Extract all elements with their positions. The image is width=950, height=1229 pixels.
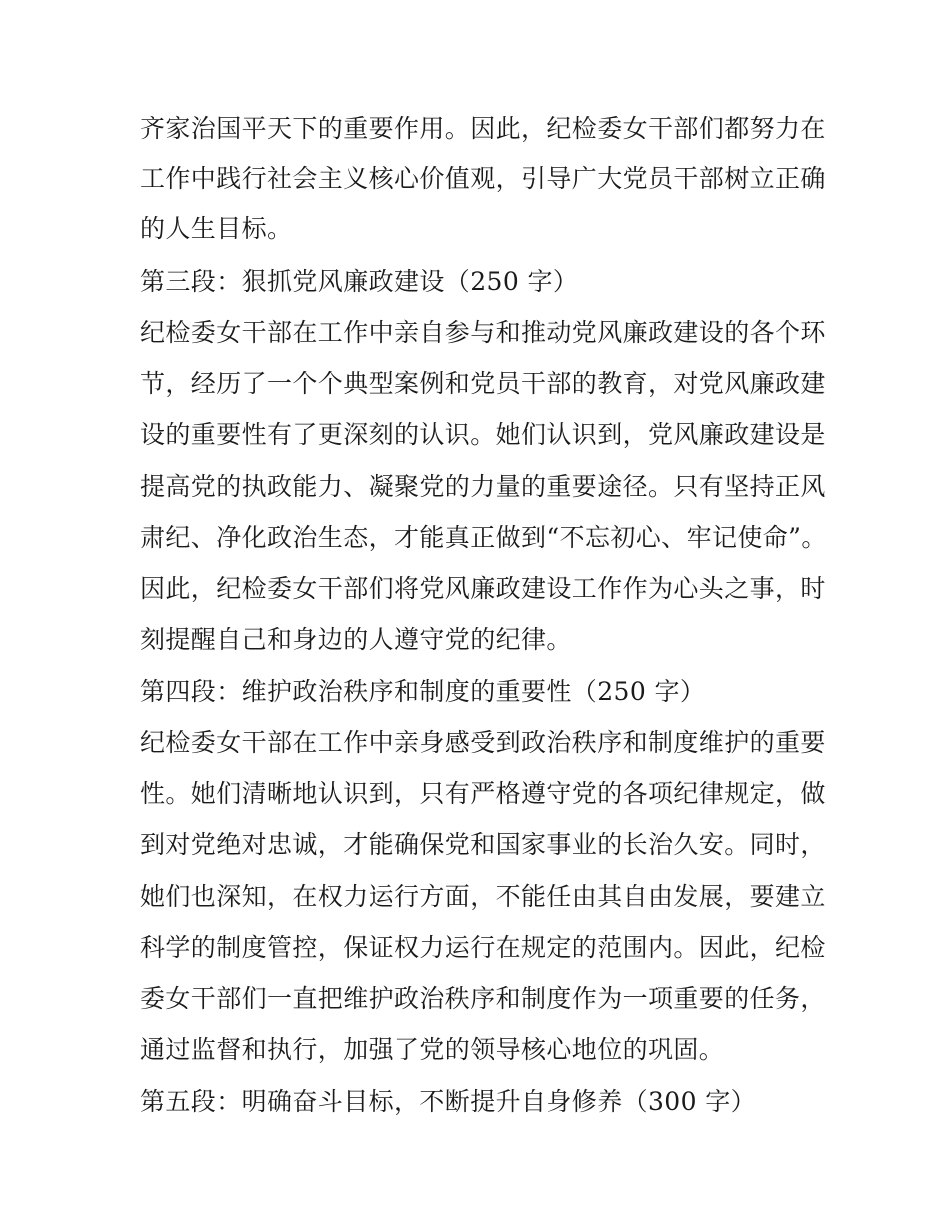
paragraph-line: 节，经历了一个个典型案例和党员干部的教育，对党风廉政建 [140,369,826,398]
paragraph-line: 通过监督和执行，加强了党的领导核心地位的巩固。 [140,1035,725,1064]
paragraph-line: 刻提醒自己和身边的人遵守党的纪律。 [140,625,572,654]
section-heading-5: 第五段：明确奋斗目标，不断提升自身修养（300 字） [140,1087,757,1116]
paragraph-line: 提高党的执政能力、凝聚党的力量的重要途径。只有坚持正风 [140,472,826,501]
paragraph-line: 性。她们清晰地认识到，只有严格遵守党的各项纪律规定，做 [140,779,826,808]
paragraph-line: 设的重要性有了更深刻的认识。她们认识到，党风廉政建设是 [140,420,826,449]
paragraph-line: 她们也深知，在权力运行方面，不能任由其自由发展，要建立 [140,882,826,911]
paragraph-line: 因此，纪检委女干部们将党风廉政建设工作作为心头之事，时 [140,574,826,603]
paragraph-line: 工作中践行社会主义核心价值观，引导广大党员干部树立正确 [140,164,826,193]
paragraph-line: 科学的制度管控，保证权力运行在规定的范围内。因此，纪检 [140,933,826,962]
paragraph-line: 齐家治国平天下的重要作用。因此，纪检委女干部们都努力在 [140,114,826,143]
paragraph-line: 的人生目标。 [140,214,293,243]
paragraph-line: 委女干部们一直把维护政治秩序和制度作为一项重要的任务， [140,984,826,1013]
paragraph-line: 纪检委女干部在工作中亲身感受到政治秩序和制度维护的重要 [140,728,826,757]
paragraph-line: 到对党绝对忠诚，才能确保党和国家事业的长治久安。同时， [140,830,826,859]
paragraph-line: 纪检委女干部在工作中亲自参与和推动党风廉政建设的各个环 [140,318,826,347]
paragraph-line: 肃纪、净化政治生态，才能真正做到“不忘初心、牢记使命”。 [140,523,827,552]
section-heading-4: 第四段：维护政治秩序和制度的重要性（250 字） [140,677,706,706]
section-heading-3: 第三段：狠抓党风廉政建设（250 字） [140,267,579,296]
